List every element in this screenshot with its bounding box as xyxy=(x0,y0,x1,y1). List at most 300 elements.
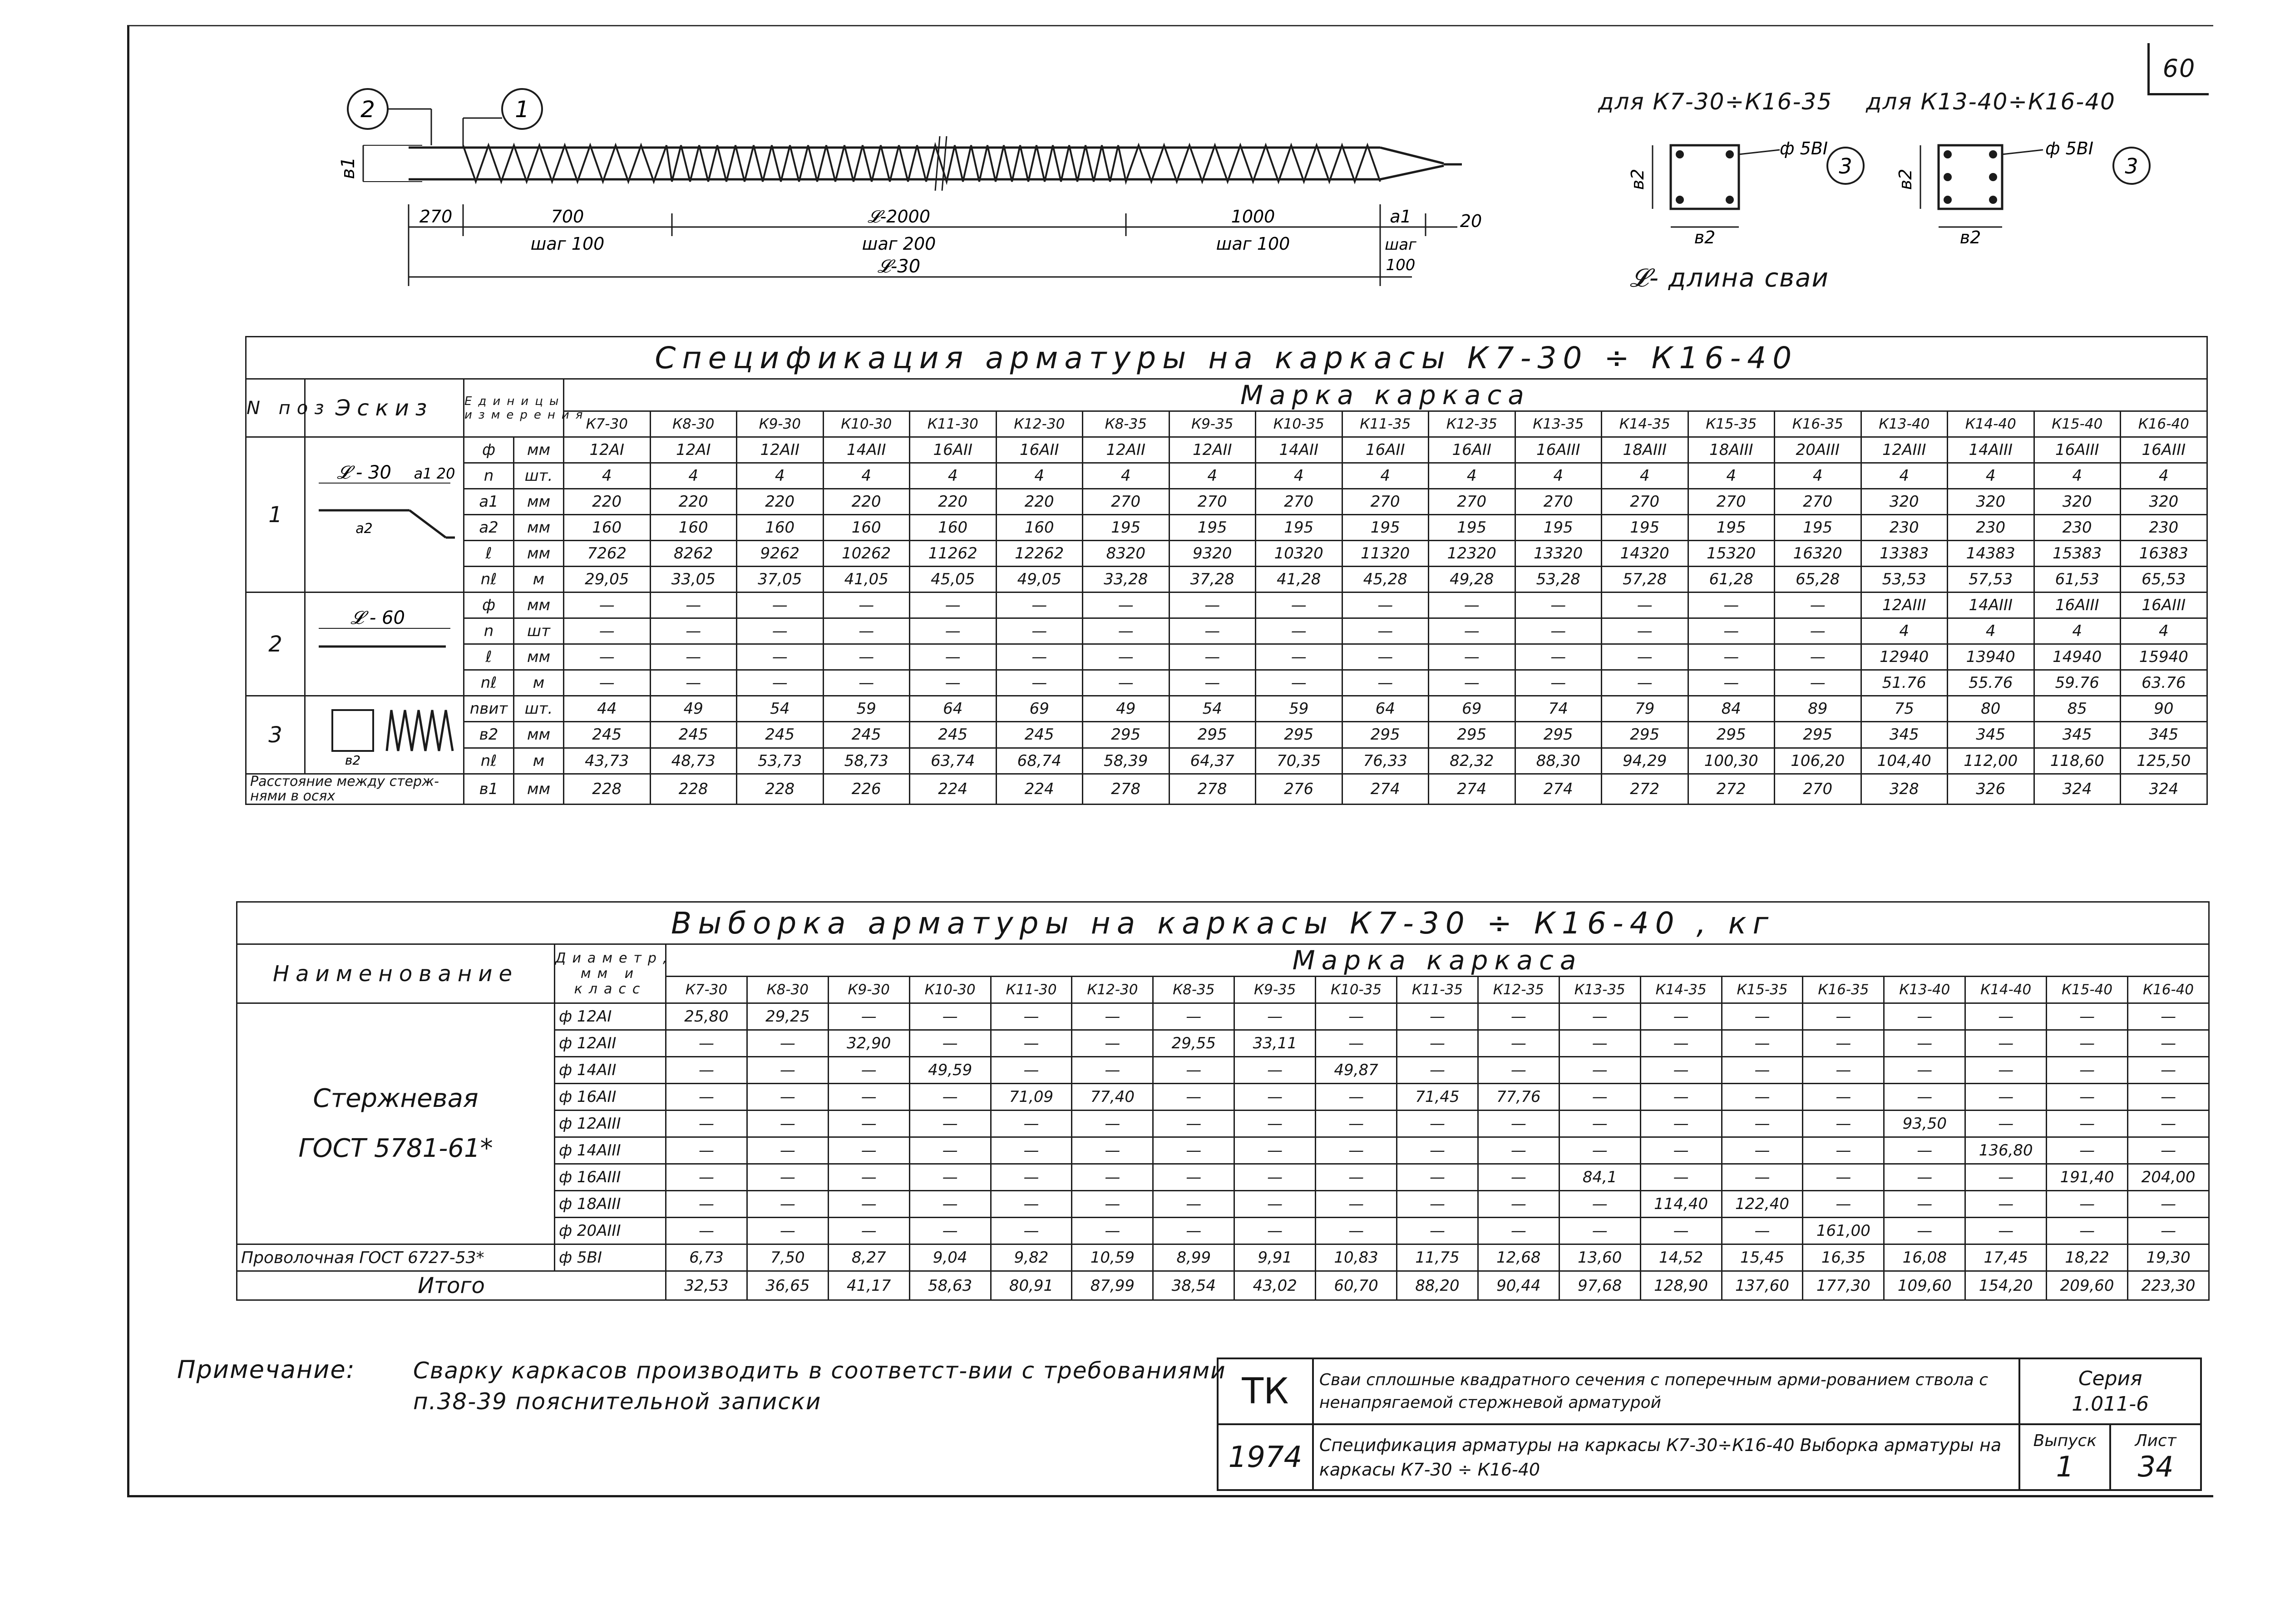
spec-cell: 16АII xyxy=(1429,437,1515,463)
svg-text:а2: а2 xyxy=(355,521,373,537)
spec-cell: 4 xyxy=(996,463,1083,489)
row-symbol: а1 xyxy=(464,489,514,515)
spec-cell: — xyxy=(910,644,997,670)
sel-cell: — xyxy=(1722,1137,1803,1164)
spec-cell: 295 xyxy=(1515,722,1602,748)
sel-cell: 71,45 xyxy=(1397,1084,1478,1111)
row-symbol: в2 xyxy=(464,722,514,748)
group-gost: ГОСТ 5781-61* xyxy=(298,1134,493,1163)
sel-cell: — xyxy=(666,1030,747,1057)
sel-cell: — xyxy=(1478,1030,1559,1057)
sel-cell: 33,11 xyxy=(1234,1030,1316,1057)
mark-к11-35: К11-35 xyxy=(1342,411,1429,437)
sel-row-1 xyxy=(237,1003,2209,1030)
spec-cell: 195 xyxy=(1429,515,1515,541)
sel-cell: — xyxy=(909,1164,991,1191)
spec-cell: 59 xyxy=(823,696,910,722)
sel-cell: — xyxy=(991,1137,1072,1164)
sel-mark-к7-30: К7-30 xyxy=(666,977,747,1003)
spec-cell: — xyxy=(1256,644,1342,670)
sel-mark-к16-40: К16-40 xyxy=(2128,977,2209,1003)
sel-cell: — xyxy=(666,1191,747,1218)
spec-cell: 9262 xyxy=(737,541,824,567)
spec-cell: — xyxy=(1256,618,1342,644)
mark-к9-30: К9-30 xyxy=(737,411,824,437)
spec-cell: 64,37 xyxy=(1169,748,1256,774)
sel-mark-к12-30: К12-30 xyxy=(1072,977,1153,1003)
sel-cell: — xyxy=(1072,1191,1153,1218)
spec-cell: 270 xyxy=(1688,489,1775,515)
sel-cell: — xyxy=(1884,1191,1965,1218)
sel-cell: 14,52 xyxy=(1640,1244,1722,1271)
spec-cell: 79 xyxy=(1602,696,1688,722)
spec-cell: 4 xyxy=(1342,463,1429,489)
sel-cell: 8,99 xyxy=(1153,1244,1234,1271)
sel-cell: — xyxy=(2128,1084,2209,1111)
spec-title-row xyxy=(246,337,2207,379)
diam-cell: ф 18АIII xyxy=(555,1191,666,1218)
spec-cell: — xyxy=(1602,670,1688,696)
spec-table xyxy=(245,336,2208,805)
spec-cell: 57,53 xyxy=(1948,567,2034,592)
spec-cell: — xyxy=(1083,670,1170,696)
dim-l-30: 𝓛-30 xyxy=(877,256,921,277)
spec-cell: 14АIII xyxy=(1948,437,2034,463)
spec-cell: — xyxy=(564,592,651,618)
sel-cell: — xyxy=(2128,1057,2209,1084)
spec-cell: 245 xyxy=(910,722,997,748)
row-symbol: nℓ xyxy=(464,567,514,592)
spec-cell: — xyxy=(650,644,737,670)
sel-cell: — xyxy=(1072,1218,1153,1244)
spec-cell: 270 xyxy=(1256,489,1342,515)
spec-cell: 16АII xyxy=(910,437,997,463)
sheet-number: 60 xyxy=(2147,43,2209,95)
spec-cell: 15320 xyxy=(1688,541,1775,567)
spec-cell: — xyxy=(1515,618,1602,644)
dim-1000: 1000 xyxy=(1231,207,1275,227)
sel-cell: 13,60 xyxy=(1559,1244,1640,1271)
spec-cell: 278 xyxy=(1169,774,1256,805)
spec-cell: 18АIII xyxy=(1602,437,1688,463)
total-cell: 177,30 xyxy=(1803,1271,1884,1300)
sel-cell: — xyxy=(1803,1111,1884,1137)
spec-cell: 16383 xyxy=(2121,541,2207,567)
spec-cell: 12320 xyxy=(1429,541,1515,567)
sel-cell: — xyxy=(828,1003,909,1030)
sel-cell: 49,59 xyxy=(909,1057,991,1084)
spec-cell: 12АIII xyxy=(1861,437,1948,463)
spec-cell: 220 xyxy=(650,489,737,515)
svg-text:ф 5ВI: ф 5ВI xyxy=(2045,138,2094,158)
spec-cell: 230 xyxy=(1861,515,1948,541)
sel-cell: — xyxy=(1640,1057,1722,1084)
sel-cell: — xyxy=(1559,1111,1640,1137)
spec-cell: 16АIII xyxy=(1515,437,1602,463)
spec-cell: — xyxy=(1342,644,1429,670)
mark-к10-30: К10-30 xyxy=(823,411,910,437)
spec-cell: 18АIII xyxy=(1688,437,1775,463)
spec-cell: 76,33 xyxy=(1342,748,1429,774)
spec-row-1-1 xyxy=(246,437,2207,463)
spec-cell: 4 xyxy=(823,463,910,489)
spec-cell: 4 xyxy=(2121,463,2207,489)
spec-cell: — xyxy=(1775,592,1861,618)
spec-cell: — xyxy=(1775,644,1861,670)
sel-header-row xyxy=(237,944,2209,977)
spec-cell: 4 xyxy=(1083,463,1170,489)
spec-row-3-3 xyxy=(246,748,2207,774)
spec-cell: 16АIII xyxy=(2034,437,2121,463)
spec-cell: 12АIII xyxy=(1861,592,1948,618)
spec-cell: — xyxy=(1429,618,1515,644)
sel-cell: — xyxy=(909,1111,991,1137)
spec-row-1-4 xyxy=(246,515,2207,541)
svg-text:в2: в2 xyxy=(1628,168,1648,190)
total-cell: 88,20 xyxy=(1397,1271,1478,1300)
spec-cell: — xyxy=(823,670,910,696)
dim-700: 700 xyxy=(551,207,584,227)
diam-cell: ф 16АII xyxy=(555,1084,666,1111)
sel-cell: — xyxy=(747,1191,828,1218)
sel-cell: — xyxy=(1884,1084,1965,1111)
spec-cell: 4 xyxy=(1602,463,1688,489)
spec-cell: — xyxy=(564,618,651,644)
sel-cell: 9,04 xyxy=(909,1244,991,1271)
dim-l-2000: 𝓛-2000 xyxy=(867,207,931,227)
sel-cell: — xyxy=(1884,1030,1965,1057)
spec-cell: 220 xyxy=(737,489,824,515)
spec-cell: — xyxy=(1342,592,1429,618)
section-left-title: для К7-30÷К16-35 xyxy=(1598,89,1833,115)
spec-cell: — xyxy=(1169,592,1256,618)
sel-cell: — xyxy=(1153,1111,1234,1137)
spec-cell: 82,32 xyxy=(1429,748,1515,774)
total-cell: 32,53 xyxy=(666,1271,747,1300)
sel-cell: 204,00 xyxy=(2128,1164,2209,1191)
spec-cell: 63,74 xyxy=(910,748,997,774)
sel-cell: — xyxy=(1640,1084,1722,1111)
spec-cell: 4 xyxy=(1169,463,1256,489)
sel-cell: — xyxy=(2128,1191,2209,1218)
sel-title: Выборка арматуры на каркасы К7-30 ÷ К16-40 , кг xyxy=(237,902,2209,944)
sel-cell: — xyxy=(1072,1030,1153,1057)
dim-step-100-left: шаг 100 xyxy=(530,234,605,254)
spec-cell: 270 xyxy=(1429,489,1515,515)
sel-cell: — xyxy=(828,1137,909,1164)
sel-cell: 10,83 xyxy=(1316,1244,1397,1271)
sel-mark-header: Марка каркаса xyxy=(666,944,2209,977)
sel-cell: — xyxy=(747,1218,828,1244)
sel-cell: — xyxy=(909,1003,991,1030)
spec-cell: 4 xyxy=(650,463,737,489)
sel-cell: — xyxy=(1234,1003,1316,1030)
total-cell: 223,30 xyxy=(2128,1271,2209,1300)
mark-к15-40: К15-40 xyxy=(2034,411,2121,437)
sel-cell: — xyxy=(1316,1030,1397,1057)
spec-cell: 11262 xyxy=(910,541,997,567)
spec-cell: — xyxy=(1429,644,1515,670)
sel-cell: — xyxy=(1884,1164,1965,1191)
spec-cell: 295 xyxy=(1775,722,1861,748)
sel-cell: 15,45 xyxy=(1722,1244,1803,1271)
sel-cell: — xyxy=(2047,1057,2128,1084)
total-cell: 38,54 xyxy=(1153,1271,1234,1300)
stamp-issue-value: 1 xyxy=(2056,1450,2074,1483)
sel-cell: — xyxy=(1153,1218,1234,1244)
spec-cell: 48,73 xyxy=(650,748,737,774)
note-text: Сварку каркасов производить в соответст-вии с требованиями п.38-39 пояснительной записки xyxy=(413,1357,1226,1415)
spec-cell: 295 xyxy=(1429,722,1515,748)
sel-cell: — xyxy=(828,1111,909,1137)
total-cell: 137,60 xyxy=(1722,1271,1803,1300)
spec-cell: — xyxy=(910,670,997,696)
sel-mark-к14-40: К14-40 xyxy=(1965,977,2047,1003)
spec-cell: — xyxy=(823,618,910,644)
spec-row-1-6 xyxy=(246,567,2207,592)
sel-cell: — xyxy=(1640,1003,1722,1030)
spec-cell: 274 xyxy=(1429,774,1515,805)
spec-cell: 4 xyxy=(1948,463,2034,489)
sel-cell: 191,40 xyxy=(2047,1164,2128,1191)
spec-cell: 70,35 xyxy=(1256,748,1342,774)
spec-cell: — xyxy=(996,592,1083,618)
spec-cell: 4 xyxy=(910,463,997,489)
sel-cell: — xyxy=(666,1137,747,1164)
spec-cell: 12940 xyxy=(1861,644,1948,670)
spec-cell: 160 xyxy=(650,515,737,541)
spec-cell: — xyxy=(650,592,737,618)
length-legend: 𝓛- длина сваи xyxy=(1630,263,1829,293)
total-cell: 97,68 xyxy=(1559,1271,1640,1300)
spec-cell: 8262 xyxy=(650,541,737,567)
row-symbol: ℓ xyxy=(464,541,514,567)
spec-cell: — xyxy=(1688,592,1775,618)
spec-row-3-2 xyxy=(246,722,2207,748)
spec-cell: 160 xyxy=(823,515,910,541)
spec-cell: — xyxy=(1775,618,1861,644)
spec-cell: 14АII xyxy=(1256,437,1342,463)
sel-cell: — xyxy=(1884,1218,1965,1244)
sel-cell: — xyxy=(2128,1003,2209,1030)
spec-cell: 245 xyxy=(564,722,651,748)
sketch-bar-1 xyxy=(310,456,459,569)
spec-cell: 245 xyxy=(737,722,824,748)
spec-cell: 230 xyxy=(2121,515,2207,541)
sel-cell: — xyxy=(1478,1164,1559,1191)
group-name-cell xyxy=(237,1003,555,1244)
spec-cell: — xyxy=(996,618,1083,644)
spec-cell: 13383 xyxy=(1861,541,1948,567)
row-symbol: nℓ xyxy=(464,748,514,774)
sel-cell: — xyxy=(1559,1191,1640,1218)
spec-cell: 54 xyxy=(737,696,824,722)
spec-cell: 270 xyxy=(1602,489,1688,515)
spec-cell: 345 xyxy=(2121,722,2207,748)
sel-cell: — xyxy=(1965,1191,2047,1218)
sketch-1 xyxy=(305,437,464,592)
pile-cage-drawing xyxy=(336,77,1516,313)
mark-к14-40: К14-40 xyxy=(1948,411,2034,437)
spec-cell: 274 xyxy=(1515,774,1602,805)
spec-cell: 295 xyxy=(1083,722,1170,748)
total-cell: 60,70 xyxy=(1316,1271,1397,1300)
spec-cell: 295 xyxy=(1688,722,1775,748)
sel-cell: — xyxy=(828,1191,909,1218)
sel-cell: — xyxy=(666,1084,747,1111)
spec-cell: 89 xyxy=(1775,696,1861,722)
sel-cell: — xyxy=(828,1164,909,1191)
spec-cell: 84 xyxy=(1688,696,1775,722)
spec-cell: 195 xyxy=(1775,515,1861,541)
diam-cell: ф 12АII xyxy=(555,1030,666,1057)
sel-cell: — xyxy=(1640,1218,1722,1244)
spec-cell: 12АI xyxy=(650,437,737,463)
col-units-header: Единицы измерения xyxy=(464,379,564,437)
spec-cell: — xyxy=(1688,670,1775,696)
sel-cell: — xyxy=(2128,1137,2209,1164)
mark-к15-35: К15-35 xyxy=(1688,411,1775,437)
spec-cell: — xyxy=(650,670,737,696)
sel-cell: 84,1 xyxy=(1559,1164,1640,1191)
sel-cell: — xyxy=(909,1191,991,1218)
spec-row-1-3 xyxy=(246,489,2207,515)
mark-к12-30: К12-30 xyxy=(996,411,1083,437)
sel-cell: — xyxy=(909,1218,991,1244)
spec-cell: 4 xyxy=(1861,618,1948,644)
sel-cell: — xyxy=(1316,1164,1397,1191)
svg-text:3: 3 xyxy=(1839,154,1852,178)
row-symbol: а2 xyxy=(464,515,514,541)
sel-cell: — xyxy=(1397,1218,1478,1244)
spec-cell: 14АII xyxy=(823,437,910,463)
spec-cell: 61,28 xyxy=(1688,567,1775,592)
sel-cell: 49,87 xyxy=(1316,1057,1397,1084)
sel-cell: — xyxy=(1153,1164,1234,1191)
spec-cell: 228 xyxy=(564,774,651,805)
row-unit: мм xyxy=(514,515,564,541)
spec-cell: — xyxy=(1342,670,1429,696)
col-pos-header: N поз xyxy=(246,379,305,437)
diam-cell: ф 12АIII xyxy=(555,1111,666,1137)
sel-mark-к8-30: К8-30 xyxy=(747,977,828,1003)
sel-cell: — xyxy=(1965,1111,2047,1137)
spec-cell: 295 xyxy=(1256,722,1342,748)
spec-cell: 270 xyxy=(1169,489,1256,515)
diam-cell: ф 12АI xyxy=(555,1003,666,1030)
spec-cell: 270 xyxy=(1515,489,1602,515)
sel-mark-к8-35: К8-35 xyxy=(1153,977,1234,1003)
sel-cell: — xyxy=(991,1030,1072,1057)
sel-cell: — xyxy=(1965,1218,2047,1244)
sketch-bar-2 xyxy=(310,597,459,687)
spec-cell: 345 xyxy=(2034,722,2121,748)
sel-cell: 19,30 xyxy=(2128,1244,2209,1271)
total-cell: 109,60 xyxy=(1884,1271,1965,1300)
spec-cell: 125,50 xyxy=(2121,748,2207,774)
row-unit: шт. xyxy=(514,696,564,722)
callout-1-label: 1 xyxy=(515,96,529,123)
sel-cell: 11,75 xyxy=(1397,1244,1478,1271)
stamp-series-value: 1.011-6 xyxy=(2072,1392,2149,1416)
cross-sections xyxy=(1598,127,2188,245)
mark-к8-35: К8-35 xyxy=(1083,411,1170,437)
callout-1 xyxy=(463,89,542,145)
row-unit: мм xyxy=(514,592,564,618)
spec-cell: 59 xyxy=(1256,696,1342,722)
spec-cell: 9320 xyxy=(1169,541,1256,567)
spec-cell: 224 xyxy=(996,774,1083,805)
sel-cell: — xyxy=(1234,1111,1316,1137)
row-symbol: ф xyxy=(464,592,514,618)
spec-cell: 195 xyxy=(1256,515,1342,541)
spec-cell: — xyxy=(1602,644,1688,670)
spec-cell: 63.76 xyxy=(2121,670,2207,696)
spec-cell: 13320 xyxy=(1515,541,1602,567)
spec-cell: 80 xyxy=(1948,696,2034,722)
sel-cell: — xyxy=(1884,1137,1965,1164)
sel-cell: 17,45 xyxy=(1965,1244,2047,1271)
spec-cell: 14383 xyxy=(1948,541,2034,567)
spec-row-1-5 xyxy=(246,541,2207,567)
sel-cell: — xyxy=(1965,1057,2047,1084)
spec-cell: — xyxy=(1169,670,1256,696)
section-left xyxy=(1628,138,1864,247)
dim-b1: в1 xyxy=(338,157,359,179)
spec-cell: 37,05 xyxy=(737,567,824,592)
sel-cell: 18,22 xyxy=(2047,1244,2128,1271)
spec-row-2-3 xyxy=(246,644,2207,670)
spec-row-1-2 xyxy=(246,463,2207,489)
section-right-title: для К13-40÷К16-40 xyxy=(1866,89,2116,115)
spec-cell: 295 xyxy=(1169,722,1256,748)
spec-cell: 44 xyxy=(564,696,651,722)
spec-cell: 230 xyxy=(1948,515,2034,541)
spec-cell: 195 xyxy=(1602,515,1688,541)
spec-cell: 226 xyxy=(823,774,910,805)
col-name-header: Наименование xyxy=(237,944,555,1003)
sel-cell: — xyxy=(747,1030,828,1057)
spec-cell: 276 xyxy=(1256,774,1342,805)
spec-cell: 54 xyxy=(1169,696,1256,722)
title-stamp xyxy=(1217,1357,2202,1491)
spec-cell: 112,00 xyxy=(1948,748,2034,774)
sel-cell: — xyxy=(2128,1111,2209,1137)
sel-cell: 136,80 xyxy=(1965,1137,2047,1164)
sel-cell: — xyxy=(1072,1164,1153,1191)
spec-distance-row xyxy=(246,774,2207,805)
sel-cell: — xyxy=(991,1164,1072,1191)
diam-cell: ф 14АII xyxy=(555,1057,666,1084)
spec-cell: 12262 xyxy=(996,541,1083,567)
dim-step-end-value: 100 xyxy=(1386,256,1416,274)
sel-cell: — xyxy=(1397,1164,1478,1191)
spec-cell: 104,40 xyxy=(1861,748,1948,774)
sel-mark-к12-35: К12-35 xyxy=(1478,977,1559,1003)
spec-cell: 345 xyxy=(1948,722,2034,748)
spec-cell: 4 xyxy=(737,463,824,489)
spec-cell: 106,20 xyxy=(1775,748,1861,774)
spec-cell: 4 xyxy=(1429,463,1515,489)
sel-cell: — xyxy=(1640,1137,1722,1164)
sel-cell: — xyxy=(828,1084,909,1111)
sel-cell: — xyxy=(991,1003,1072,1030)
spec-cell: 13940 xyxy=(1948,644,2034,670)
sel-mark-к14-35: К14-35 xyxy=(1640,977,1722,1003)
sel-cell: 8,27 xyxy=(828,1244,909,1271)
mark-к11-30: К11-30 xyxy=(910,411,997,437)
spec-cell: 4 xyxy=(2034,463,2121,489)
